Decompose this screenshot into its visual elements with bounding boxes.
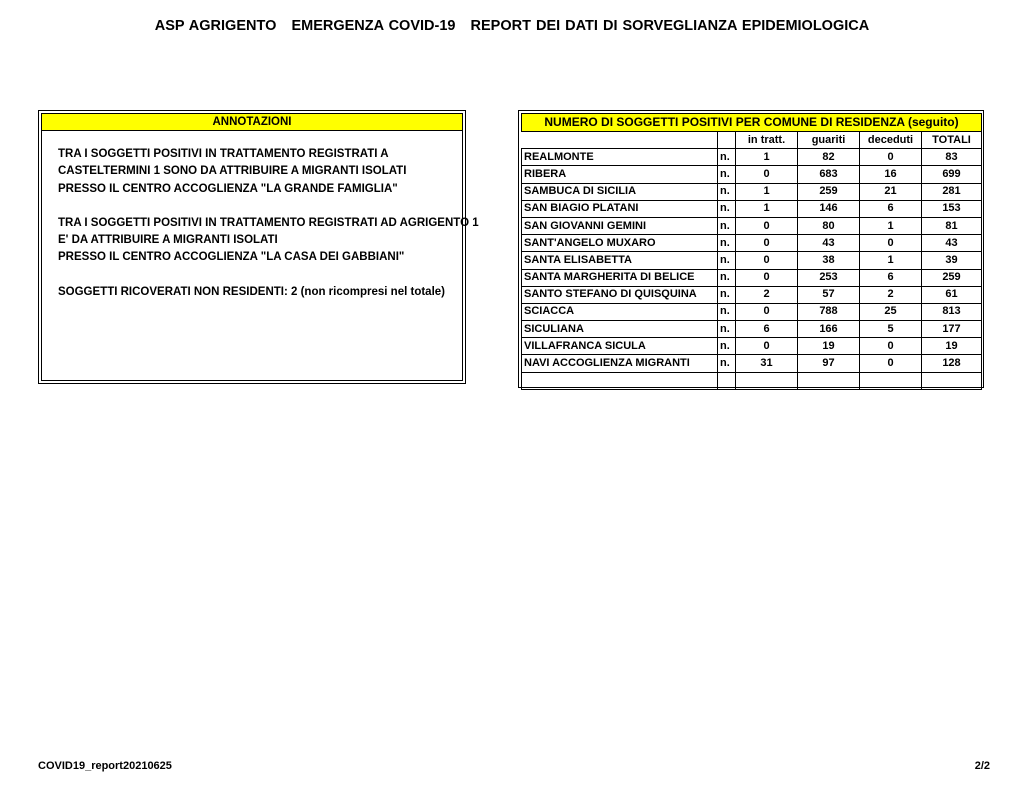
annotation-line: TRA I SOGGETTI POSITIVI IN TRATTAMENTO REGISTRATI AD AGRIGENTO 1: [58, 216, 479, 229]
table-body: [522, 149, 982, 390]
in-tratt-value: 0: [736, 338, 798, 355]
table-row: [522, 183, 982, 200]
guariti-value: 82: [798, 149, 860, 166]
empty-cell: [798, 372, 860, 389]
totali-value: 61: [922, 286, 982, 303]
annotation-paragraph: [58, 215, 479, 267]
annotations-body: [58, 146, 479, 301]
table-row: [522, 303, 982, 320]
column-header-guariti: guariti: [798, 132, 860, 149]
in-tratt-value: 1: [736, 149, 798, 166]
header-empty-name: [522, 132, 718, 149]
deceduti-value: 1: [860, 217, 922, 234]
table-row: [522, 321, 982, 338]
guariti-value: 166: [798, 321, 860, 338]
unit-label: n.: [718, 355, 736, 372]
annotation-paragraph: [58, 284, 479, 301]
empty-cell: [860, 372, 922, 389]
deceduti-value: 0: [860, 355, 922, 372]
empty-cell: [922, 372, 982, 389]
column-header-totali: TOTALI: [922, 132, 982, 149]
totali-value: 259: [922, 269, 982, 286]
table-row: [522, 217, 982, 234]
column-header-in-tratt: in tratt.: [736, 132, 798, 149]
in-tratt-value: 0: [736, 269, 798, 286]
totali-value: 83: [922, 149, 982, 166]
deceduti-value: 6: [860, 269, 922, 286]
comune-name: NAVI ACCOGLIENZA MIGRANTI: [522, 355, 718, 372]
annotation-line: PRESSO IL CENTRO ACCOGLIENZA "LA CASA DEI GABBIANI": [58, 251, 405, 264]
table-row: [522, 338, 982, 355]
deceduti-value: 1: [860, 252, 922, 269]
table-row-empty: [522, 372, 982, 389]
comune-name: SAN BIAGIO PLATANI: [522, 200, 718, 217]
guariti-value: 43: [798, 235, 860, 252]
annotation-line: SOGGETTI RICOVERATI NON RESIDENTI: 2 (non ricompresi nel totale): [58, 285, 445, 298]
comune-name: SANTA MARGHERITA DI BELICE: [522, 269, 718, 286]
page-title: ASP AGRIGENTO EMERGENZA COVID-19 REPORT DEI DATI DI SORVEGLIANZA EPIDEMIOLOGICA: [154, 18, 870, 34]
unit-label: n.: [718, 217, 736, 234]
deceduti-value: 0: [860, 149, 922, 166]
empty-cell: [736, 372, 798, 389]
header-empty-unit: [718, 132, 736, 149]
guariti-value: 19: [798, 338, 860, 355]
report-name: COVID19_report20210625: [38, 760, 172, 772]
unit-label: n.: [718, 200, 736, 217]
table-row: [522, 252, 982, 269]
unit-label: n.: [718, 286, 736, 303]
annotations-heading: ANNOTAZIONI: [42, 114, 462, 131]
unit-label: n.: [718, 338, 736, 355]
table-row: [522, 286, 982, 303]
in-tratt-value: 1: [736, 183, 798, 200]
deceduti-value: 0: [860, 338, 922, 355]
deceduti-value: 6: [860, 200, 922, 217]
table-row: [522, 235, 982, 252]
unit-label: n.: [718, 303, 736, 320]
annotation-line: CASTELTERMINI 1 SONO DA ATTRIBUIRE A MIGRANTI ISOLATI: [58, 165, 407, 178]
comune-name: SANTO STEFANO DI QUISQUINA: [522, 286, 718, 303]
table-row: [522, 149, 982, 166]
annotations-inner: [41, 113, 479, 381]
unit-label: n.: [718, 183, 736, 200]
positives-table-box: [518, 110, 984, 388]
guariti-value: 253: [798, 269, 860, 286]
in-tratt-value: 0: [736, 217, 798, 234]
unit-label: n.: [718, 321, 736, 338]
guariti-value: 97: [798, 355, 860, 372]
in-tratt-value: 6: [736, 321, 798, 338]
in-tratt-value: 1: [736, 200, 798, 217]
comune-name: SANTA ELISABETTA: [522, 252, 718, 269]
in-tratt-value: 0: [736, 166, 798, 183]
guariti-value: 788: [798, 303, 860, 320]
guariti-value: 259: [798, 183, 860, 200]
table-row: [522, 269, 982, 286]
table-row: [522, 200, 982, 217]
comune-name: SCIACCA: [522, 303, 718, 320]
in-tratt-value: 0: [736, 252, 798, 269]
totali-value: 128: [922, 355, 982, 372]
totali-value: 699: [922, 166, 982, 183]
unit-label: n.: [718, 166, 736, 183]
annotation-paragraph: [58, 146, 479, 198]
deceduti-value: 25: [860, 303, 922, 320]
unit-label: n.: [718, 235, 736, 252]
guariti-value: 38: [798, 252, 860, 269]
guariti-value: 683: [798, 166, 860, 183]
annotation-line: PRESSO IL CENTRO ACCOGLIENZA "LA GRANDE FAMIGLIA": [58, 182, 398, 195]
annotations-box: [38, 110, 479, 384]
comune-name: SANT'ANGELO MUXARO: [522, 235, 718, 252]
column-header-deceduti: deceduti: [860, 132, 922, 149]
positives-table: [521, 113, 982, 390]
unit-label: n.: [718, 252, 736, 269]
totali-value: 813: [922, 303, 982, 320]
table-row: [522, 355, 982, 372]
guariti-value: 146: [798, 200, 860, 217]
comune-name: RIBERA: [522, 166, 718, 183]
totali-value: 43: [922, 235, 982, 252]
unit-label: n.: [718, 269, 736, 286]
deceduti-value: 2: [860, 286, 922, 303]
comune-name: SICULIANA: [522, 321, 718, 338]
deceduti-value: 0: [860, 235, 922, 252]
comune-name: SAN GIOVANNI GEMINI: [522, 217, 718, 234]
in-tratt-value: 0: [736, 235, 798, 252]
totali-value: 281: [922, 183, 982, 200]
empty-cell: [522, 372, 718, 389]
table-title: NUMERO DI SOGGETTI POSITIVI PER COMUNE DI RESIDENZA (seguito): [522, 114, 982, 132]
deceduti-value: 5: [860, 321, 922, 338]
totali-value: 177: [922, 321, 982, 338]
empty-cell: [718, 372, 736, 389]
comune-name: VILLAFRANCA SICULA: [522, 338, 718, 355]
comune-name: REALMONTE: [522, 149, 718, 166]
deceduti-value: 16: [860, 166, 922, 183]
unit-label: n.: [718, 149, 736, 166]
totali-value: 81: [922, 217, 982, 234]
in-tratt-value: 2: [736, 286, 798, 303]
totali-value: 39: [922, 252, 982, 269]
totali-value: 153: [922, 200, 982, 217]
table-row: [522, 166, 982, 183]
in-tratt-value: 0: [736, 303, 798, 320]
guariti-value: 80: [798, 217, 860, 234]
guariti-value: 57: [798, 286, 860, 303]
totali-value: 19: [922, 338, 982, 355]
comune-name: SAMBUCA DI SICILIA: [522, 183, 718, 200]
page-number: 2/2: [974, 760, 990, 772]
in-tratt-value: 31: [736, 355, 798, 372]
deceduti-value: 21: [860, 183, 922, 200]
annotation-line: TRA I SOGGETTI POSITIVI IN TRATTAMENTO REGISTRATI A: [58, 148, 389, 160]
annotation-line: E' DA ATTRIBUIRE A MIGRANTI ISOLATI: [58, 234, 278, 247]
